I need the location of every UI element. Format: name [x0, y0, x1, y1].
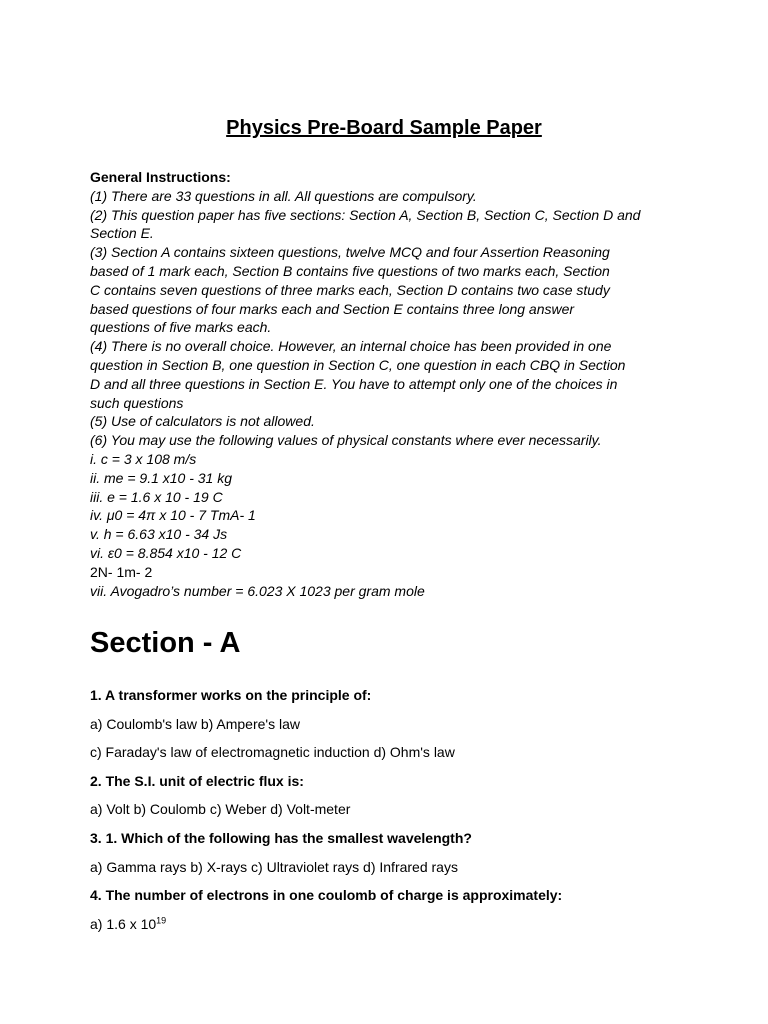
question-options: [90, 915, 690, 944]
instruction-line: questions of five marks each.: [90, 319, 272, 336]
question-options: c) Faraday's law of electromagnetic induction d) Ohm's law: [90, 744, 455, 761]
question-options: a) Gamma rays b) X-rays c) Ultraviolet rays d) Infrared rays: [90, 858, 458, 875]
constant-line: iii. e = 1.6 x 10 - 19 C: [90, 488, 223, 505]
question-text: 4. The number of electrons in one coulomb of charge is approximately:: [90, 887, 563, 904]
instruction-line: (6) You may use the following values of physical constants where ever necessarily.: [90, 432, 602, 449]
instruction-line: (4) There is no overall choice. However, an internal choice has been provided in one: [90, 338, 612, 355]
instruction-line: C contains seven questions of three marks each, Section D contains two case study: [90, 281, 610, 298]
question-options: a) Volt b) Coulomb c) Weber d) Volt-meter: [90, 801, 351, 818]
section-heading: Section - A: [90, 627, 241, 659]
option-base: a) 1.6 x 10: [90, 915, 157, 932]
instruction-line: (1) There are 33 questions in all. All questions are compulsory.: [90, 187, 477, 204]
instruction-line: D and all three questions in Section E. You have to attempt only one of the choices in: [90, 375, 618, 392]
instructions-heading: General Instructions:: [90, 169, 231, 185]
page-title: Physics Pre-Board Sample Paper: [226, 117, 542, 139]
option-exponent: 19: [156, 915, 167, 926]
question-options: a) Coulomb's law b) Ampere's law: [90, 715, 300, 732]
general-instructions: [90, 168, 680, 600]
constant-line: iv. μ0 = 4π x 10 - 7 TmA- 1: [90, 507, 256, 524]
instruction-line: based of 1 mark each, Section B contains five questions of two marks each, Section: [90, 262, 610, 279]
constant-line: i. c = 3 x 108 m/s: [90, 450, 197, 467]
instruction-line: Section E.: [90, 225, 154, 242]
instruction-line: (5) Use of calculators is not allowed.: [90, 413, 315, 430]
instruction-line: (2) This question paper has five sections: Section A, Section B, Section C, Section D and: [90, 206, 641, 223]
question-list: [90, 686, 690, 943]
instruction-line: based questions of four marks each and Section E contains three long answer: [90, 300, 575, 317]
constant-line: vi. ε0 = 8.854 x10 - 12 C: [90, 544, 242, 561]
instruction-line: question in Section B, one question in Section C, one question in each CBQ in Section: [90, 356, 626, 373]
question-text: 3. 1. Which of the following has the smallest wavelength?: [90, 829, 472, 846]
instruction-line: (3) Section A contains sixteen questions, twelve MCQ and four Assertion Reasoning: [90, 244, 610, 261]
constant-line: ii. me = 9.1 x10 - 31 kg: [90, 469, 233, 486]
constant-line: v. h = 6.63 x10 - 34 Js: [90, 526, 228, 543]
question-text: 1. A transformer works on the principle of:: [90, 687, 372, 703]
constant-line: 2N- 1m- 2: [90, 563, 153, 580]
constant-line: vii. Avogadro’s number = 6.023 X 1023 per gram mole: [90, 582, 425, 599]
instruction-line: such questions: [90, 394, 184, 411]
question-text: 2. The S.I. unit of electric flux is:: [90, 772, 304, 789]
